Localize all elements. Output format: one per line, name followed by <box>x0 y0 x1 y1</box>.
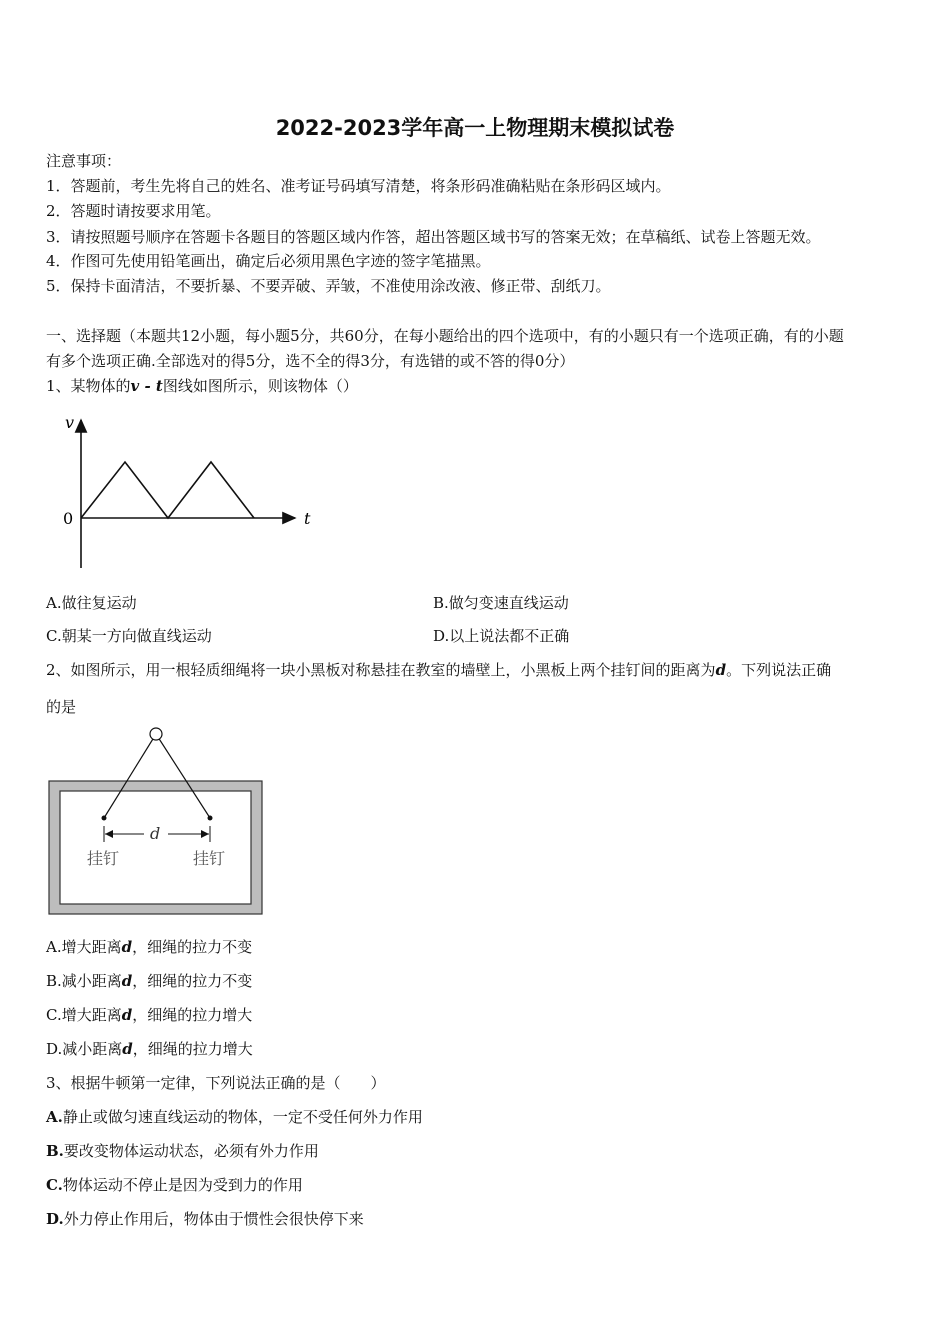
q2-option-a-suffix: ，细绳的拉力不变 <box>132 938 253 956</box>
page-title: 2022-2023学年高一上物理期末模拟试卷 <box>275 116 675 140</box>
d-label: d <box>150 824 161 843</box>
q3-option-b-letter: B. <box>46 1142 64 1160</box>
q2-stem-var: d <box>715 661 727 679</box>
vt-graph <box>55 410 325 575</box>
q3-option-a <box>46 1107 423 1127</box>
q1-option-d: D.以上说法都不正确 <box>433 627 570 645</box>
q1-option-b: B.做匀变速直线运动 <box>433 594 569 612</box>
board-surface <box>60 791 251 904</box>
nail-right <box>208 816 213 821</box>
v-axis-label: v <box>65 413 75 432</box>
q2-option-b-var: d <box>121 972 133 990</box>
q2-option-c <box>46 1005 252 1025</box>
blackboard-figure <box>46 724 268 919</box>
q3-option-d <box>46 1209 364 1229</box>
q2-stem-post: 。下列说法正确 <box>726 661 832 679</box>
q3-option-a-letter: A. <box>46 1108 63 1126</box>
notice-item-5: 5．保持卡面清洁，不要折暴、不要弄破、弄皱，不准使用涂改液、修正带、刮纸刀。 <box>46 277 611 295</box>
origin-label: 0 <box>63 509 74 528</box>
q2-option-d-var: d <box>122 1040 133 1058</box>
q1-stem <box>46 376 358 396</box>
q1-stem-var: v - t <box>130 377 163 395</box>
q2-stem <box>46 660 831 680</box>
q2-option-c-suffix: ，细绳的拉力增大 <box>132 1006 253 1024</box>
q3-stem: 3、根据牛顿第一定律，下列说法正确的是（ ） <box>46 1074 386 1092</box>
notice-item-4: 4．作图可先使用铅笔画出，确定后必须用黑色字迹的签字笔描黑。 <box>46 252 491 270</box>
q3-option-c-text: 物体运动不停止是因为受到力的作用 <box>62 1176 303 1194</box>
notice-item-3: 3．请按照题号顺序在答题卡各题目的答题区域内作答，超出答题区域书写的答案无效；在草稿纸、试卷上答题无效。 <box>46 228 821 246</box>
notice-item-2: 2．答题时请按要求用笔。 <box>46 202 221 220</box>
nail-label-right: 挂钉 <box>193 849 226 868</box>
q2-option-a <box>46 937 252 957</box>
q1-stem-pre: 1、某物体的 <box>46 377 131 395</box>
q3-option-b <box>46 1141 319 1161</box>
q3-option-d-letter: D. <box>46 1210 64 1228</box>
vt-curve <box>81 462 254 518</box>
q3-option-d-text: 外力停止作用后，物体由于惯性会很快停下来 <box>63 1210 364 1228</box>
q1-stem-post: 图线如图所示，则该物体（） <box>162 377 358 395</box>
notice-heading: 注意事项： <box>46 152 122 170</box>
q2-option-a-prefix: A.增大距离 <box>46 938 122 956</box>
q3-option-a-text: 静止或做匀速直线运动的物体，一定不受任何外力作用 <box>62 1108 423 1126</box>
q2-option-d <box>46 1039 253 1059</box>
q2-stem-line-2: 的是 <box>46 698 77 716</box>
nail-left <box>102 816 107 821</box>
q3-option-b-text: 要改变物体运动状态，必须有外力作用 <box>63 1142 319 1160</box>
q2-option-c-prefix: C.增大距离 <box>46 1006 122 1024</box>
q2-option-c-var: d <box>121 1006 133 1024</box>
q2-option-d-suffix: ，细绳的拉力增大 <box>132 1040 253 1058</box>
q2-option-b-suffix: ，细绳的拉力不变 <box>132 972 253 990</box>
hook-ring <box>150 728 162 740</box>
q2-option-d-prefix: D.减小距离 <box>46 1040 123 1058</box>
q3-option-c <box>46 1175 303 1195</box>
q2-option-b <box>46 971 252 991</box>
q3-option-c-letter: C. <box>46 1176 63 1194</box>
section-line-2: 有多个选项正确.全部选对的得5分，选不全的得3分，有选错的或不答的得0分） <box>46 352 575 370</box>
q1-option-a: A.做往复运动 <box>46 594 137 612</box>
q2-option-a-var: d <box>121 938 133 956</box>
nail-label-left: 挂钉 <box>87 849 120 868</box>
q1-option-c: C.朝某一方向做直线运动 <box>46 627 212 645</box>
notice-item-1: 1．答题前，考生先将自己的姓名、准考证号码填写清楚，将条形码准确粘贴在条形码区域内。 <box>46 177 671 195</box>
t-axis-label: t <box>304 509 311 528</box>
q2-stem-pre: 2、如图所示，用一根轻质细绳将一块小黑板对称悬挂在教室的墙壁上，小黑板上两个挂钉间的距离为 <box>46 661 716 679</box>
q2-option-b-prefix: B.减小距离 <box>46 972 122 990</box>
section-line-1: 一、选择题（本题共12小题，每小题5分，共60分，在每小题给出的四个选项中，有的小题只有一个选项正确，有的小题 <box>46 327 844 345</box>
